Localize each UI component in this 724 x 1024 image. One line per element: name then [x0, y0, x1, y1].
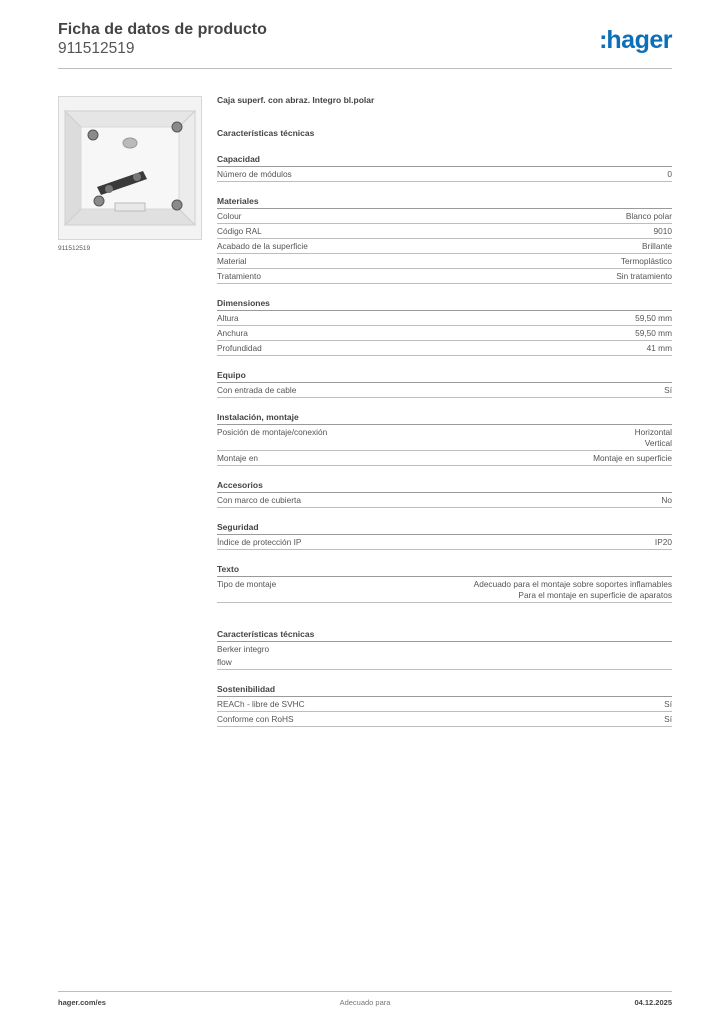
section-materiales-title: Materiales: [217, 195, 672, 209]
spec-row: [217, 451, 672, 466]
spec-label: Posición de montaje/conexión: [217, 427, 328, 437]
section-sostenibilidad-title: Sostenibilidad: [217, 683, 672, 697]
image-caption: 911512519: [58, 245, 91, 252]
product-name: Caja superf. con abraz. Integro bl.polar: [217, 95, 375, 105]
spec-value: 9010: [653, 226, 672, 236]
spec-value-line: Adecuado para el montaje sobre soportes inflamables: [473, 579, 672, 589]
spec-value: No: [661, 495, 672, 505]
spec-label: Con entrada de cable: [217, 385, 297, 395]
spec-row: [217, 712, 672, 727]
product-number: 911512519: [58, 40, 135, 57]
section-texto-title: Texto: [217, 563, 672, 577]
surface-box-illustration: [59, 97, 201, 239]
spec-label: Acabado de la superficie: [217, 241, 308, 251]
page-footer: [58, 998, 672, 1010]
spec-label: Código RAL: [217, 226, 262, 236]
spec-value: Sí: [664, 385, 672, 395]
spec-value: Sí: [664, 699, 672, 709]
spec-row: [217, 269, 672, 284]
spec-value: 41 mm: [646, 343, 672, 353]
spec-row: [217, 535, 672, 550]
section-caracteristicas-title: Características técnicas: [217, 628, 672, 642]
page-header: [58, 20, 672, 70]
section-accesorios-title: Accesorios: [217, 479, 672, 493]
spec-row: [217, 167, 672, 182]
spec-value: 0: [667, 169, 672, 179]
spec-label: Con marco de cubierta: [217, 495, 301, 505]
spec-row: [217, 577, 672, 603]
section-instalacion-title: Instalación, montaje: [217, 411, 672, 425]
spec-row: [217, 326, 672, 341]
spec-value-multiline: [474, 579, 672, 601]
feature-line: Berker integro: [217, 644, 270, 654]
spec-row: [217, 383, 672, 398]
spec-label: Conforme con RoHS: [217, 714, 294, 724]
spec-label: Índice de protección IP: [217, 537, 302, 547]
spec-row: [217, 493, 672, 508]
spec-value: Sí: [664, 714, 672, 724]
spec-value: 59,50 mm: [635, 313, 672, 323]
spec-label: Número de módulos: [217, 169, 292, 179]
spec-label: Anchura: [217, 328, 248, 338]
spec-label: Colour: [217, 211, 242, 221]
spec-value-line: Para el montaje en superficie de aparatos: [518, 590, 672, 600]
spec-value: Montaje en superficie: [593, 453, 672, 463]
footer-middle-text: Adecuado para: [339, 998, 391, 1007]
spec-table: [217, 94, 672, 727]
spec-value: Blanco polar: [625, 211, 672, 221]
product-image: [58, 96, 202, 240]
spec-label: REACh - libre de SVHC: [217, 699, 305, 709]
spec-label: Tratamiento: [217, 271, 261, 281]
spec-row: [217, 697, 672, 712]
spec-row: [217, 311, 672, 326]
spec-row: [217, 425, 672, 451]
spec-value-line: Horizontal: [634, 427, 672, 437]
technical-characteristics-heading: Características técnicas: [217, 128, 315, 138]
footer-date: 04.12.2025: [634, 998, 672, 1007]
logo-text: hager: [606, 26, 672, 54]
spec-row: [217, 341, 672, 356]
spec-value: Termoplástico: [620, 256, 672, 266]
spec-label: Tipo de montaje: [217, 579, 277, 589]
feature-line: flow: [217, 655, 672, 670]
spec-value: 59,50 mm: [635, 328, 672, 338]
spec-label: Altura: [217, 313, 239, 323]
spec-row: [217, 239, 672, 254]
spec-row: [217, 209, 672, 224]
spec-value: IP20: [654, 537, 672, 547]
section-seguridad-title: Seguridad: [217, 521, 672, 535]
spec-label: Material: [217, 256, 247, 266]
section-dimensiones-title: Dimensiones: [217, 297, 672, 311]
section-capacidad-title: Capacidad: [217, 153, 672, 167]
spec-value-multiline: [635, 427, 672, 449]
footer-divider: [58, 991, 672, 992]
spec-row: [217, 254, 672, 269]
section-equipo-title: Equipo: [217, 369, 672, 383]
footer-website: hager.com/es: [58, 998, 106, 1007]
header-divider: [58, 68, 672, 69]
logo-prefix: :: [599, 26, 607, 54]
document-title: Ficha de datos de producto: [58, 21, 267, 38]
spec-label: Montaje en: [217, 453, 259, 463]
spec-label: Profundidad: [217, 343, 262, 353]
spec-row: [217, 224, 672, 239]
spec-value: Brillante: [642, 241, 672, 251]
spec-value: Sin tratamiento: [616, 271, 672, 281]
hager-logo: [599, 26, 672, 55]
spec-value-line: Vertical: [644, 438, 672, 448]
